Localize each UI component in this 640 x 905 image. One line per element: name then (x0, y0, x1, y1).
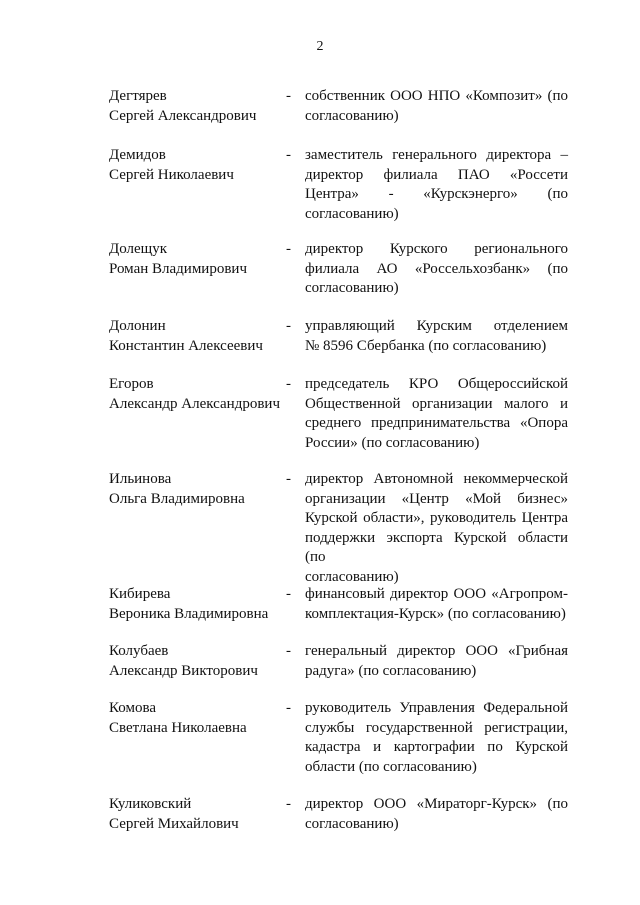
entry-dash: - (286, 241, 291, 257)
role-line: директор филиала ПАО «Россети (305, 166, 568, 183)
member-name (109, 795, 284, 834)
role-line: председатель КРО Общероссийской (305, 376, 568, 392)
role-line: согласованию) (305, 815, 399, 832)
member-name (109, 699, 284, 738)
role-line: директор ООО «Мираторг-Курск» (по (305, 796, 568, 812)
role-line: согласованию) (305, 568, 399, 585)
role-line: службы государственной регистрации, (305, 719, 568, 736)
member-given-names: Светлана Николаевна (109, 719, 247, 736)
member-surname: Долонин (109, 318, 166, 334)
entry-dash: - (286, 643, 291, 659)
role-line: директор Курского регионального (305, 241, 568, 257)
role-line: согласованию) (305, 107, 399, 124)
role-line: генеральный директор ООО «Грибная (305, 643, 568, 659)
role-line: директор Автономной некоммерческой (305, 471, 568, 487)
member-given-names: Сергей Николаевич (109, 166, 234, 183)
role-line: финансовый директор ООО «Агропром- (305, 586, 568, 602)
role-line: радуга» (по согласованию) (305, 662, 477, 679)
member-name (109, 146, 284, 185)
entry-dash: - (286, 471, 291, 487)
role-line: комплектация-Курск» (по согласованию) (305, 605, 566, 622)
member-role (305, 699, 568, 777)
member-given-names: Вероника Владимировна (109, 605, 269, 622)
role-line: Общественной организации малого и (305, 395, 568, 412)
member-given-names: Александр Александрович (109, 395, 280, 412)
role-line: области (по согласованию) (305, 758, 477, 775)
member-name (109, 470, 284, 509)
role-line: Центра» - «Курскэнерго» (по (305, 186, 568, 202)
member-role (305, 317, 568, 356)
role-line: согласованию) (305, 205, 399, 222)
member-surname: Егоров (109, 376, 154, 392)
member-role (305, 375, 568, 453)
member-name (109, 375, 284, 414)
role-line: согласованию) (305, 280, 399, 296)
role-line: заместитель генерального директора – (305, 147, 568, 163)
member-role (305, 585, 568, 624)
member-role (305, 470, 568, 587)
member-role (305, 146, 568, 224)
role-line: руководитель Управления Федеральной (305, 700, 568, 716)
entry-dash: - (286, 796, 291, 812)
role-line: среднего предпринимательства «Опора (305, 415, 568, 431)
member-name (109, 87, 284, 126)
member-given-names: Сергей Михайлович (109, 815, 239, 832)
entry-dash: - (286, 586, 291, 602)
member-given-names: Константин Алексеевич (109, 337, 263, 354)
role-line: поддержки экспорта Курской области (по (305, 529, 568, 565)
member-name (109, 317, 284, 356)
role-line: № 8596 Сбербанка (по согласованию) (305, 337, 547, 354)
role-line: Курской области», руководитель Центра (305, 510, 568, 526)
member-given-names: Роман Владимирович (109, 260, 247, 277)
member-surname: Колубаев (109, 643, 169, 659)
member-role (305, 240, 568, 299)
member-surname: Дегтярев (109, 88, 167, 104)
member-surname: Демидов (109, 147, 166, 163)
member-surname: Долещук (109, 241, 168, 257)
role-line: собственник ООО НПО «Композит» (по (305, 88, 568, 104)
member-given-names: Ольга Владимировна (109, 490, 245, 507)
role-line: управляющий Курским отделением (305, 318, 568, 334)
member-surname: Ильинова (109, 471, 172, 487)
member-role (305, 87, 568, 126)
role-line: России» (по согласованию) (305, 434, 480, 451)
member-given-names: Александр Викторович (109, 662, 258, 679)
entry-dash: - (286, 700, 291, 716)
member-role (305, 795, 568, 834)
member-role (305, 642, 568, 681)
entry-dash: - (286, 376, 291, 392)
member-name (109, 240, 284, 279)
member-surname: Куликовский (109, 796, 192, 812)
member-name (109, 642, 284, 681)
entry-dash: - (286, 147, 291, 163)
role-line: филиала АО «Россельхозбанк» (по (305, 260, 568, 277)
member-name (109, 585, 284, 624)
member-surname: Кибирева (109, 586, 171, 602)
page-number: 2 (316, 39, 324, 54)
role-line: кадастра и картографии по Курской (305, 739, 568, 755)
entry-dash: - (286, 88, 291, 104)
member-given-names: Сергей Александрович (109, 107, 257, 124)
role-line: организации «Центр «Мой бизнес» (305, 490, 568, 507)
entry-dash: - (286, 318, 291, 334)
member-surname: Комова (109, 700, 157, 716)
